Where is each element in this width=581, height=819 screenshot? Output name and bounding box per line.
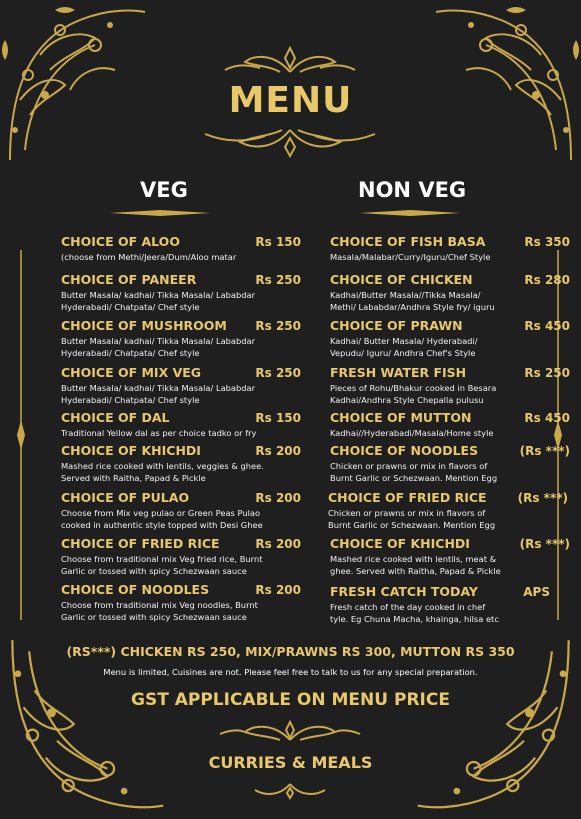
item-desc: Burnt Garlic or Schezwaan. Mention Egg	[328, 519, 496, 530]
list-item	[61, 272, 301, 313]
veg-heading-underline	[110, 208, 210, 218]
list-item	[328, 490, 568, 531]
side-divider-left	[16, 250, 26, 620]
item-name: CHOICE OF NOODLES	[330, 443, 479, 458]
item-name: CHOICE OF FRIED RICE	[328, 490, 487, 505]
item-desc: Choose from traditional mix Veg noodles, Burnt	[61, 600, 258, 610]
item-price: Rs 450	[524, 411, 570, 425]
item-desc: cooked in authentic style topped with Desi Ghee	[61, 519, 263, 530]
item-desc: Served with Raitha, Papad & Pickle	[61, 472, 206, 483]
notice-text: Menu is limited, Cuisines are not. Please feel free to talk to us for any special preparation.	[103, 667, 478, 677]
list-item	[61, 536, 301, 577]
item-price: Rs 250	[255, 366, 301, 380]
menu-title: MENU	[228, 80, 353, 121]
item-price: Rs 350	[524, 235, 570, 249]
item-desc: Traditional Yellow dal as per choice tadko or fry	[61, 428, 257, 438]
item-name: CHOICE OF KHICHDI	[61, 443, 201, 458]
item-desc: Hyderabadi/ Chatpata/ Chef style	[61, 301, 200, 312]
item-desc: Methi/ Lababdar/Andhra Style fry/ iguru	[330, 301, 495, 312]
item-desc: Butter Masala/ kadhai/ Tikka Masala/ Lababdar	[61, 290, 256, 300]
title-ornament-bottom	[200, 124, 380, 160]
item-price: Rs 150	[255, 411, 301, 425]
item-price: Rs 200	[255, 583, 301, 597]
item-desc: Kadhai/ Butter Masala/ Hyderabadi/	[330, 336, 478, 346]
item-price: Rs 450	[524, 319, 570, 333]
item-desc: Vepudu/ Iguru/ Andhra Chef's Style	[330, 347, 476, 358]
item-desc: Mashed rice cooked with lentils, veggies & ghee.	[61, 461, 264, 471]
item-name: FRESH WATER FISH	[330, 365, 467, 380]
veg-heading: VEG	[140, 178, 188, 202]
item-name: CHOICE OF PULAO	[61, 490, 190, 505]
item-price: Rs 150	[255, 235, 301, 249]
gst-notice: GST APPLICABLE ON MENU PRICE	[131, 690, 450, 710]
item-desc: Kadhai//Hyderabadi/Masala/Home style	[330, 428, 494, 438]
list-item	[61, 234, 301, 264]
item-desc: Pieces of Rohu/Bhakur cooked in Besara	[330, 383, 497, 393]
nonveg-heading-underline	[360, 208, 460, 218]
item-price: Rs 200	[255, 444, 301, 458]
list-item	[61, 318, 301, 359]
list-item	[330, 234, 570, 264]
item-price: Rs 250	[255, 319, 301, 333]
item-price: (Rs ***)	[519, 537, 570, 551]
item-price: (Rs ***)	[517, 491, 568, 505]
item-desc: (choose from Methi/Jeera/Dum/Aloo matar	[61, 252, 237, 262]
footer-title: CURRIES & MEALS	[208, 753, 373, 772]
item-price: Rs 200	[255, 537, 301, 551]
item-name: CHOICE OF MIX VEG	[61, 365, 202, 380]
list-item	[330, 318, 570, 359]
item-name: CHOICE OF FRIED RICE	[61, 536, 220, 551]
title-ornament-top	[220, 44, 360, 76]
item-name: CHOICE OF PANEER	[61, 272, 197, 287]
list-item	[61, 443, 301, 484]
item-price: Rs 250	[524, 366, 570, 380]
rates-line: (RS***) CHICKEN RS 250, MIX/PRAWNS RS 300, MUTTON RS 350	[66, 644, 515, 659]
item-desc: tyle. Eg Chuna Macha, khainga, hilsa etc	[330, 613, 499, 624]
list-item	[61, 410, 301, 440]
item-name: CHOICE OF KHICHDI	[330, 536, 470, 551]
list-item	[330, 410, 570, 440]
footer-ornament-bottom	[235, 780, 345, 800]
item-price: APS	[523, 585, 550, 599]
list-item	[330, 584, 570, 625]
item-price: Rs 200	[255, 491, 301, 505]
item-name: CHOICE OF MUSHROOM	[61, 318, 227, 333]
item-name: CHOICE OF PRAWN	[330, 318, 463, 333]
item-desc: Chicken or prawns or mix in flavors of	[330, 461, 488, 471]
item-desc: Kadhai/Andhra Style Chepalla pulusu	[330, 394, 484, 405]
list-item	[330, 365, 570, 406]
item-price: (Rs ***)	[519, 444, 570, 458]
item-desc: Hyderabadi/ Chatpata/ Chef style	[61, 394, 200, 405]
nonveg-heading: NON VEG	[358, 178, 467, 202]
item-desc: Burnt Garlic or Schezwaan. Mention Egg	[330, 472, 498, 483]
item-desc: Kadhai/Butter Masala//Tikka Masala/	[330, 290, 481, 300]
item-desc: Hyderabadi/ Chatpata/ Chef style	[61, 347, 200, 358]
list-item	[61, 490, 301, 531]
item-name: CHOICE OF DAL	[61, 410, 170, 425]
list-item	[330, 272, 570, 313]
item-desc: Butter Masala/ kadhai/ Tikka Masala/ Lababdar	[61, 383, 256, 393]
item-desc: Garlic or tossed with spicy Schezwaan sauce	[61, 611, 247, 622]
list-item	[330, 536, 570, 577]
item-name: CHOICE OF ALOO	[61, 234, 180, 249]
item-desc: Choose from traditional mix Veg fried rice, Burnt	[61, 554, 263, 564]
footer-ornament	[215, 720, 365, 746]
item-name: FRESH CATCH TODAY	[330, 584, 478, 599]
item-desc: Chicken or prawns or mix in flavors of	[328, 508, 486, 518]
list-item	[330, 443, 570, 484]
item-price: Rs 280	[524, 273, 570, 287]
list-item	[61, 582, 301, 623]
item-name: CHOICE OF NOODLES	[61, 582, 210, 597]
item-price: Rs 250	[255, 273, 301, 287]
item-desc: Masala/Malabar/Curry/Iguru/Chef Style	[330, 252, 491, 262]
item-desc: ghee. Served with Raitha, Papad & Pickle	[330, 565, 501, 576]
item-desc: Butter Masala/ kadhai/ Tikka Masala/ Lababdar	[61, 336, 256, 346]
item-desc: Choose from Mix veg pulao or Green Peas Pulao	[61, 508, 261, 518]
item-name: CHOICE OF CHICKEN	[330, 272, 473, 287]
item-name: CHOICE OF FISH BASA	[330, 234, 486, 249]
list-item	[61, 365, 301, 406]
item-desc: Mashed rice cooked with lentils, meat &	[330, 554, 497, 564]
item-desc: Garlic or tossed with spicy Schezwaan sauce	[61, 565, 247, 576]
item-desc: Fresh catch of the day cooked in chef	[330, 602, 486, 612]
item-name: CHOICE OF MUTTON	[330, 410, 472, 425]
